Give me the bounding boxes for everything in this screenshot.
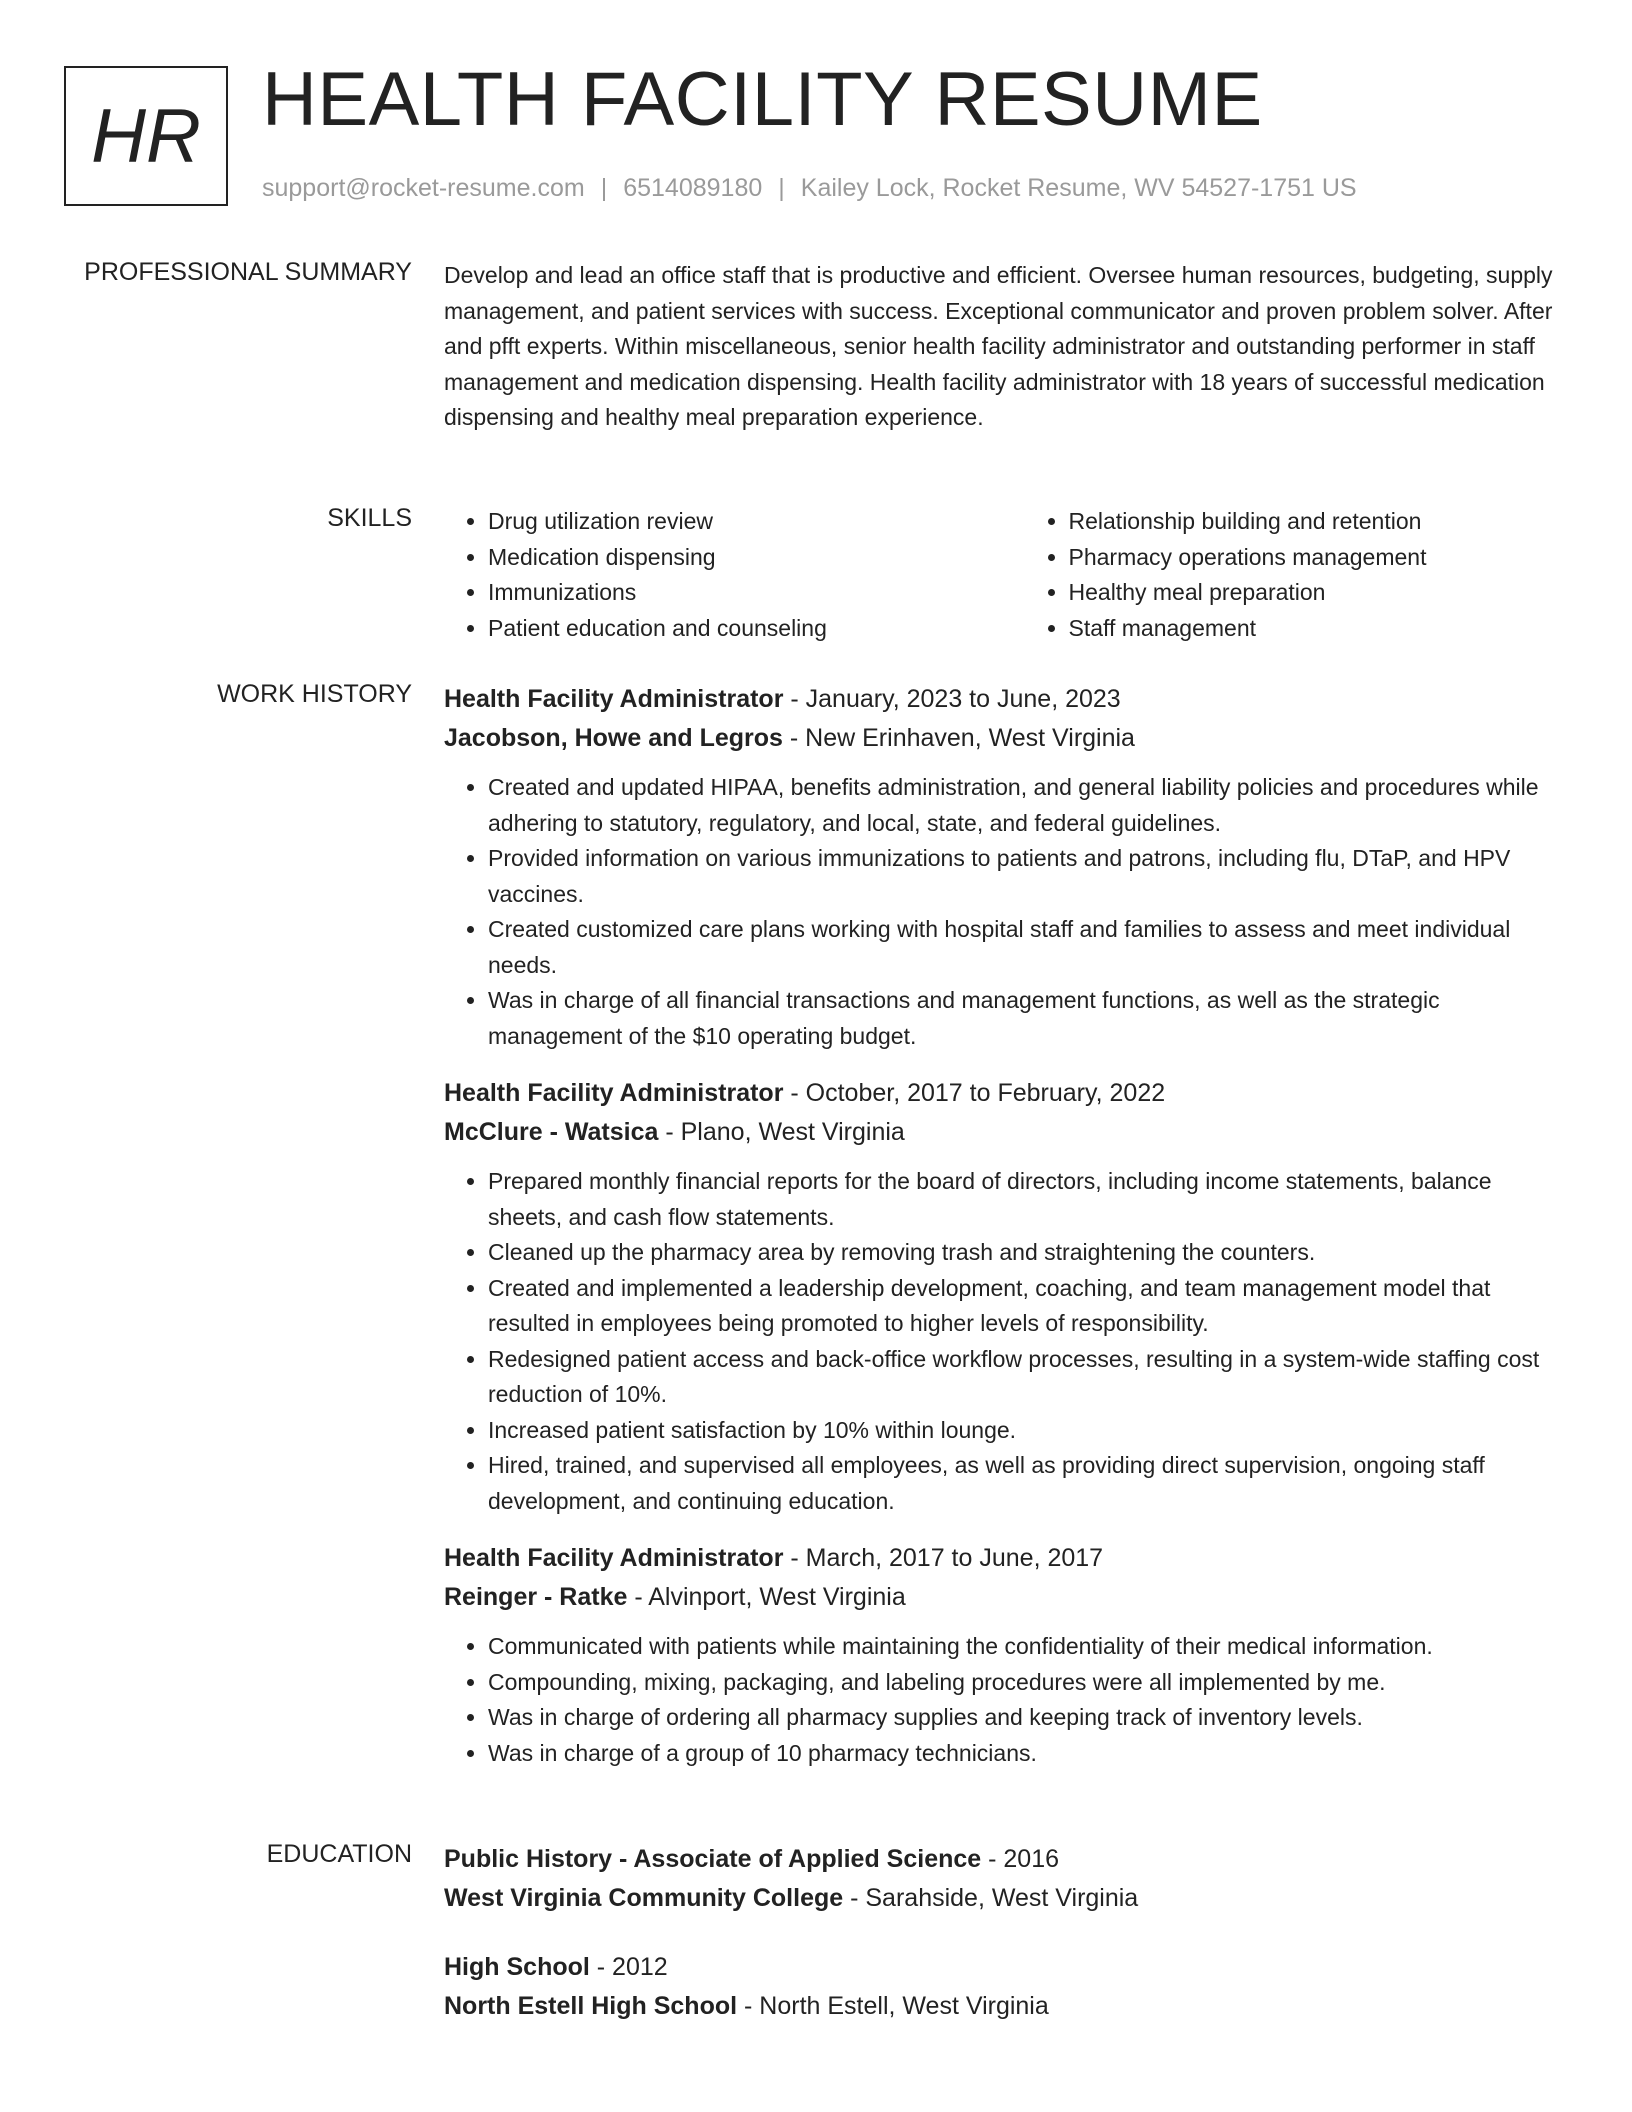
contact-phone[interactable]: 6514089180 bbox=[623, 174, 763, 202]
job-bullet: • Prepared monthly financial reports for the board of directors, including income statements, balance sheets, and cash flow statements. bbox=[488, 1164, 1560, 1235]
job-dates: - March, 2017 to June, 2017 bbox=[790, 1544, 1104, 1572]
job-company: McClure - Watsica bbox=[444, 1118, 659, 1146]
education-entry bbox=[444, 1948, 1560, 2026]
education-school: North Estell High School bbox=[444, 1992, 738, 2020]
resume-title: HEALTH FACILITY RESUME bbox=[262, 57, 1263, 142]
education-location: - Sarahside, West Virginia bbox=[850, 1884, 1139, 1912]
job-bullet: • Cleaned up the pharmacy area by removing trash and straightening the counters. bbox=[488, 1235, 1560, 1271]
job-location: - Alvinport, West Virginia bbox=[634, 1583, 906, 1611]
job-title: Health Facility Administrator bbox=[444, 1544, 784, 1572]
contact-line bbox=[262, 174, 1357, 203]
job-company-line bbox=[444, 1112, 1560, 1152]
job-dates: - January, 2023 to June, 2023 bbox=[790, 685, 1121, 713]
job-bullet: • Was in charge of all financial transactions and management functions, as well as the strategic management of the $10 operating budget. bbox=[488, 983, 1560, 1054]
job-title: Health Facility Administrator bbox=[444, 685, 784, 713]
skill-item: • Medication dispensing bbox=[488, 540, 980, 576]
job-title-line bbox=[444, 680, 1560, 718]
education-degree-line bbox=[444, 1948, 1560, 1986]
education-entry bbox=[444, 1840, 1560, 1918]
education-degree: High School bbox=[444, 1953, 590, 1981]
skill-item: • Pharmacy operations management bbox=[1069, 540, 1561, 576]
skill-item: • Patient education and counseling bbox=[488, 611, 980, 647]
work-history-body bbox=[444, 680, 1560, 1771]
job-location: - New Erinhaven, West Virginia bbox=[789, 724, 1135, 752]
contact-email[interactable]: support@rocket-resume.com bbox=[262, 174, 585, 202]
education-location: - North Estell, West Virginia bbox=[744, 1992, 1049, 2020]
section-label-work-history: WORK HISTORY bbox=[217, 680, 412, 708]
job-bullet: • Redesigned patient access and back-office workflow processes, resulting in a system-wide staffing cost reduction of 10%. bbox=[488, 1342, 1560, 1413]
job-bullets bbox=[444, 1629, 1560, 1771]
job-company: Jacobson, Howe and Legros bbox=[444, 724, 783, 752]
job-entry bbox=[444, 1074, 1560, 1519]
job-bullet: • Communicated with patients while maintaining the confidentiality of their medical information. bbox=[488, 1629, 1560, 1665]
job-company-line bbox=[444, 718, 1560, 758]
job-bullets bbox=[444, 770, 1560, 1054]
job-bullet: • Created and implemented a leadership development, coaching, and team management model that resulted in employees being promoted to higher levels of responsibility. bbox=[488, 1271, 1560, 1342]
job-bullet: • Increased patient satisfaction by 10% within lounge. bbox=[488, 1413, 1560, 1449]
job-location: - Plano, West Virginia bbox=[665, 1118, 905, 1146]
education-year: - 2012 bbox=[596, 1953, 668, 1981]
skill-item: • Drug utilization review bbox=[488, 504, 980, 540]
education-school-line bbox=[444, 1986, 1560, 2026]
monogram-logo: HR bbox=[64, 66, 228, 206]
education-degree-line bbox=[444, 1840, 1560, 1878]
job-company-line bbox=[444, 1577, 1560, 1617]
job-bullet: • Provided information on various immunizations to patients and patrons, including flu, DTaP, and HPV vaccines. bbox=[488, 841, 1560, 912]
skill-item: • Relationship building and retention bbox=[1069, 504, 1561, 540]
section-label-summary: PROFESSIONAL SUMMARY bbox=[84, 258, 412, 286]
job-company: Reinger - Ratke bbox=[444, 1583, 628, 1611]
job-title-line bbox=[444, 1074, 1560, 1112]
job-entry bbox=[444, 680, 1560, 1054]
skills-list-left bbox=[444, 504, 980, 646]
summary-body bbox=[444, 258, 1560, 436]
skill-item: • Staff management bbox=[1069, 611, 1561, 647]
job-bullet: • Created customized care plans working with hospital staff and families to assess and meet individual needs. bbox=[488, 912, 1560, 983]
job-title: Health Facility Administrator bbox=[444, 1079, 784, 1107]
contact-separator: | bbox=[778, 174, 785, 202]
skills-list-right bbox=[1025, 504, 1561, 646]
job-dates: - October, 2017 to February, 2022 bbox=[790, 1079, 1166, 1107]
job-bullet: • Hired, trained, and supervised all employees, as well as providing direct supervision, ongoing staff development, and continuing education. bbox=[488, 1448, 1560, 1519]
education-school-line bbox=[444, 1878, 1560, 1918]
contact-separator: | bbox=[600, 174, 608, 202]
summary-text: Develop and lead an office staff that is productive and efficient. Oversee human resources, budgeting, supply management, and patient services with success. Exceptional communicator and proven problem solver. After and pfft experts. Within miscellaneous, senior health facility administrator and outstanding performer in staff management and medication dispensing. Health facility administrator with 18 years of successful medication dispensing and healthy meal preparation experience. bbox=[444, 262, 1553, 430]
education-school: West Virginia Community College bbox=[444, 1884, 844, 1912]
skill-item: • Healthy meal preparation bbox=[1069, 575, 1561, 611]
education-year: - 2016 bbox=[988, 1845, 1060, 1873]
section-label-education: EDUCATION bbox=[266, 1840, 412, 1868]
section-label-skills: SKILLS bbox=[327, 504, 412, 532]
job-bullet: • Was in charge of ordering all pharmacy supplies and keeping track of inventory levels. bbox=[488, 1700, 1560, 1736]
job-bullets bbox=[444, 1164, 1560, 1519]
job-bullet: • Created and updated HIPAA, benefits administration, and general liability policies and procedures while adhering to statutory, regulatory, and local, state, and federal guidelines. bbox=[488, 770, 1560, 841]
job-bullet: • Compounding, mixing, packaging, and labeling procedures were all implemented by me. bbox=[488, 1665, 1560, 1701]
job-entry bbox=[444, 1539, 1560, 1771]
skill-item: • Immunizations bbox=[488, 575, 980, 611]
job-title-line bbox=[444, 1539, 1560, 1577]
contact-address: Kailey Lock, Rocket Resume, WV 54527-1751 US bbox=[800, 174, 1357, 202]
job-bullet: • Was in charge of a group of 10 pharmacy technicians. bbox=[488, 1736, 1560, 1772]
education-body bbox=[444, 1840, 1560, 2026]
skills-body bbox=[444, 504, 1560, 646]
education-degree: Public History - Associate of Applied Science bbox=[444, 1845, 982, 1873]
